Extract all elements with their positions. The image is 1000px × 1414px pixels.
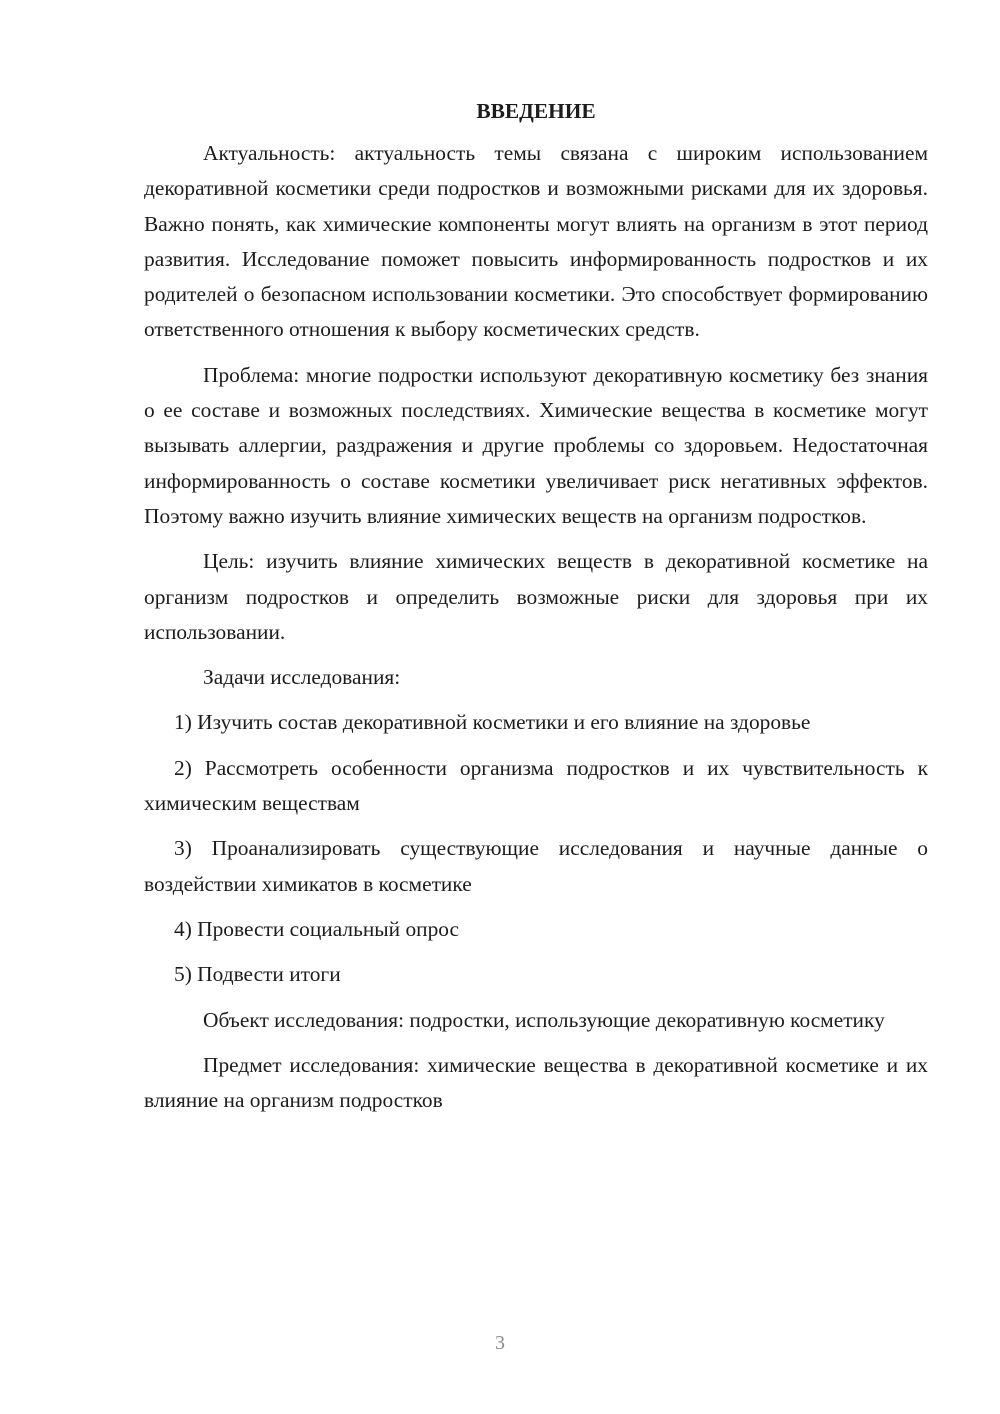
- section-heading: ВВЕДЕНИЕ: [476, 99, 596, 123]
- task-item-2: 2) Рассмотреть особенности организма подростков и их чувствительность к химическим веществам: [144, 755, 928, 816]
- subject-paragraph: Предмет исследования: химические вещества в декоративной косметике и их влияние на организм подростков: [144, 1052, 928, 1113]
- object-paragraph: Объект исследования: подростки, использующие декоративную косметику: [203, 1007, 885, 1032]
- document-page: [144, 96, 928, 1128]
- relevance-paragraph: Актуальность: актуальность темы связана с широким использованием декоративной косметики среди подростков и возможными рисками для их здоровья. Важно понять, как химические компоненты могут влиять на организм в этот период развития. Исследование поможет повысить информированность подростков и их родителей о безопасном использовании косметики. Это способствует формированию ответственного отношения к выбору косметических средств.: [144, 141, 928, 342]
- task-item-4: 4) Провести социальный опрос: [174, 916, 460, 941]
- task-item-3: 3) Проанализировать существующие исследования и научные данные о воздействии химикатов в косметике: [144, 836, 928, 896]
- task-item-1: 1) Изучить состав декоративной косметики и его влияние на здоровье: [174, 710, 811, 735]
- problem-paragraph: Проблема: многие подростки используют декоративную косметику без знания о ее составе и возможных последствиях. Химические вещества в косметике могут вызывать аллергии, раздражения и другие проблемы со здоровьем. Недостаточная информированность о составе косметики увеличивает риск негативных эффектов. Поэтому важно изучить влияние химических веществ на организм подростков.: [144, 362, 928, 528]
- tasks-title: Задачи исследования:: [203, 665, 401, 690]
- page-number: 3: [495, 1332, 505, 1354]
- goal-paragraph: Цель: изучить влияние химических веществ в декоративной косметике на организм подростков и определить возможные риски для здоровья при их использовании.: [144, 549, 928, 644]
- task-item-5: 5) Подвести итоги: [174, 962, 341, 987]
